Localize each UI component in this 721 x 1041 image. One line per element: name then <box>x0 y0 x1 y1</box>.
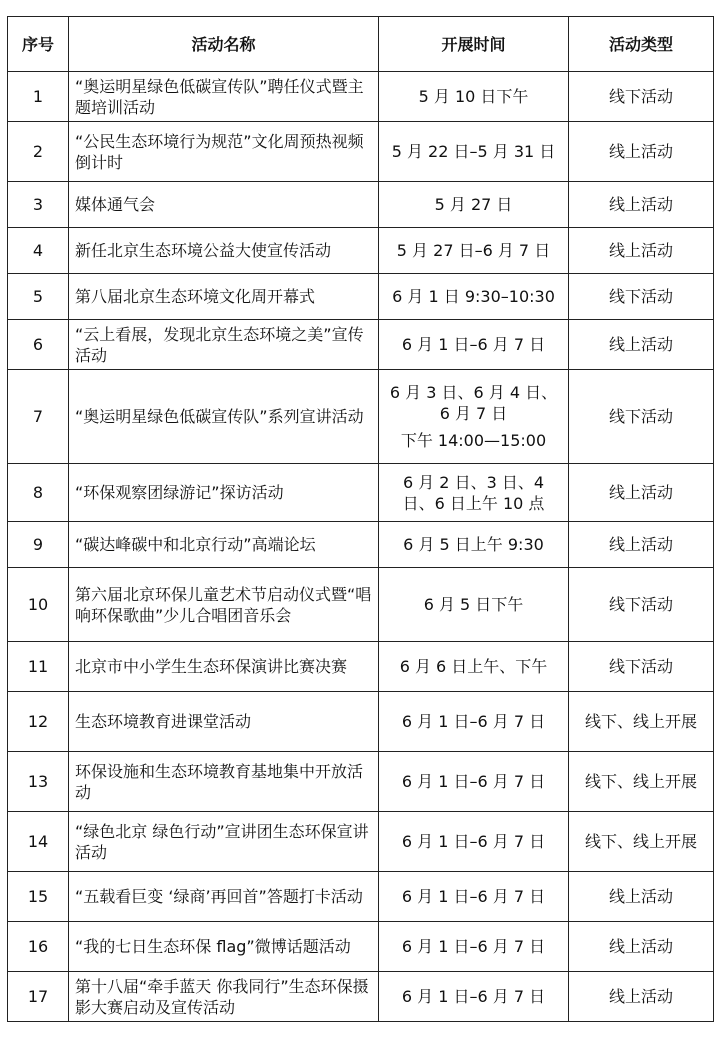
activity-name: “环保观察团绿游记”探访活动 <box>69 464 379 522</box>
activity-time <box>379 228 569 274</box>
row-number: 5 <box>8 274 69 320</box>
header-type: 活动类型 <box>569 17 714 72</box>
activity-time-line: 6 月 6 日上午、下午 <box>399 657 548 676</box>
row-number: 4 <box>8 228 69 274</box>
activity-type: 线下活动 <box>569 274 714 320</box>
table-row <box>8 568 714 642</box>
activity-name: 新任北京生态环境公益大使宣传活动 <box>69 228 379 274</box>
table-row <box>8 370 714 464</box>
table-row <box>8 692 714 752</box>
activity-type: 线下活动 <box>569 370 714 464</box>
table-row <box>8 972 714 1022</box>
activity-time-line: 下午 14:00—15:00 <box>400 431 547 450</box>
activity-type: 线上活动 <box>569 922 714 972</box>
activity-type: 线下、线上开展 <box>569 692 714 752</box>
row-number: 14 <box>8 812 69 872</box>
row-number: 2 <box>8 122 69 182</box>
row-number: 9 <box>8 522 69 568</box>
activity-time <box>379 922 569 972</box>
header-name: 活动名称 <box>69 17 379 72</box>
activity-type: 线下活动 <box>569 568 714 642</box>
activity-type: 线上活动 <box>569 122 714 182</box>
activity-type: 线上活动 <box>569 228 714 274</box>
activity-time-line: 5 月 27 日–6 月 7 日 <box>396 241 551 260</box>
row-number: 16 <box>8 922 69 972</box>
activity-time-line: 6 月 2 日、3 日、4 日、6 日上午 10 点 <box>402 472 545 513</box>
activity-name: “奥运明星绿色低碳宣传队”系列宣讲活动 <box>69 370 379 464</box>
activity-time-line: 5 月 10 日下午 <box>418 87 529 106</box>
activity-type: 线下、线上开展 <box>569 752 714 812</box>
activity-name: 媒体通气会 <box>69 182 379 228</box>
activity-time-line: 6 月 1 日–6 月 7 日 <box>401 335 546 354</box>
activity-type: 线上活动 <box>569 972 714 1022</box>
activity-time-line: 5 月 27 日 <box>434 195 513 214</box>
activity-time-line: 6 月 1 日–6 月 7 日 <box>401 887 546 906</box>
activity-type: 线下活动 <box>569 642 714 692</box>
row-number: 7 <box>8 370 69 464</box>
activity-time <box>379 872 569 922</box>
activity-time <box>379 274 569 320</box>
activity-time <box>379 320 569 370</box>
activity-time-line: 6 月 1 日–6 月 7 日 <box>401 772 546 791</box>
row-number: 8 <box>8 464 69 522</box>
activity-name: “碳达峰碳中和北京行动”高端论坛 <box>69 522 379 568</box>
activity-name: 第八届北京生态环境文化周开幕式 <box>69 274 379 320</box>
activity-time-line: 6 月 5 日下午 <box>423 595 524 614</box>
table-row <box>8 228 714 274</box>
activity-time <box>379 972 569 1022</box>
activity-time-line: 5 月 22 日–5 月 31 日 <box>391 142 556 161</box>
activity-time <box>379 692 569 752</box>
row-number: 13 <box>8 752 69 812</box>
activity-type: 线上活动 <box>569 320 714 370</box>
table-body <box>8 72 714 1022</box>
activity-name: “奥运明星绿色低碳宣传队”聘任仪式暨主题培训活动 <box>69 72 379 122</box>
table-row <box>8 872 714 922</box>
activity-type: 线下活动 <box>569 72 714 122</box>
activity-time <box>379 522 569 568</box>
table-row <box>8 812 714 872</box>
activity-time <box>379 642 569 692</box>
activity-type: 线上活动 <box>569 522 714 568</box>
activity-name: “公民生态环境行为规范”文化周预热视频倒计时 <box>69 122 379 182</box>
table-row <box>8 464 714 522</box>
table-row <box>8 522 714 568</box>
activity-time <box>379 72 569 122</box>
table-row <box>8 122 714 182</box>
activity-time <box>379 464 569 522</box>
activity-name: “绿色北京 绿色行动”宣讲团生态环保宣讲活动 <box>69 812 379 872</box>
header-no: 序号 <box>8 17 69 72</box>
activity-time <box>379 370 569 464</box>
activity-type: 线上活动 <box>569 872 714 922</box>
activity-name: 第十八届“牵手蓝天 你我同行”生态环保摄影大赛启动及宣传活动 <box>69 972 379 1022</box>
row-number: 10 <box>8 568 69 642</box>
activity-name: 北京市中小学生生态环保演讲比赛决赛 <box>69 642 379 692</box>
table-row <box>8 274 714 320</box>
table-row <box>8 182 714 228</box>
row-number: 11 <box>8 642 69 692</box>
activity-time <box>379 182 569 228</box>
table-row <box>8 642 714 692</box>
activity-name: “五载看巨变 ‘绿商’再回首”答题打卡活动 <box>69 872 379 922</box>
row-number: 6 <box>8 320 69 370</box>
activity-time-line: 6 月 5 日上午 9:30 <box>403 535 544 554</box>
header-row <box>8 17 714 72</box>
row-number: 17 <box>8 972 69 1022</box>
activity-time-line: 6 月 1 日 9:30–10:30 <box>392 287 555 306</box>
row-number: 12 <box>8 692 69 752</box>
header-time: 开展时间 <box>379 17 569 72</box>
activity-time-line: 6 月 3 日、6 月 4 日、6 月 7 日 <box>389 383 558 423</box>
activity-time-line: 6 月 1 日–6 月 7 日 <box>401 832 546 851</box>
activity-time-line: 6 月 1 日–6 月 7 日 <box>401 937 546 956</box>
activity-name: “我的七日生态环保 flag”微博话题活动 <box>69 922 379 972</box>
row-number: 1 <box>8 72 69 122</box>
table-header <box>8 17 714 72</box>
activity-time <box>379 752 569 812</box>
table-row <box>8 922 714 972</box>
activity-type: 线下、线上开展 <box>569 812 714 872</box>
table-row <box>8 752 714 812</box>
activity-type: 线上活动 <box>569 182 714 228</box>
activity-name: “云上看展，发现北京生态环境之美”宣传活动 <box>69 320 379 370</box>
activity-name: 第六届北京环保儿童艺术节启动仪式暨“唱响环保歌曲”少儿合唱团音乐会 <box>69 568 379 642</box>
table-row <box>8 72 714 122</box>
activity-name: 生态环境教育进课堂活动 <box>69 692 379 752</box>
activity-time <box>379 812 569 872</box>
activity-time <box>379 568 569 642</box>
activity-name: 环保设施和生态环境教育基地集中开放活动 <box>69 752 379 812</box>
activity-time <box>379 122 569 182</box>
table-row <box>8 320 714 370</box>
activity-type: 线上活动 <box>569 464 714 522</box>
row-number: 15 <box>8 872 69 922</box>
activity-table <box>7 16 714 1022</box>
activity-time-line: 6 月 1 日–6 月 7 日 <box>401 987 546 1006</box>
activity-time-line: 6 月 1 日–6 月 7 日 <box>401 712 546 731</box>
row-number: 3 <box>8 182 69 228</box>
